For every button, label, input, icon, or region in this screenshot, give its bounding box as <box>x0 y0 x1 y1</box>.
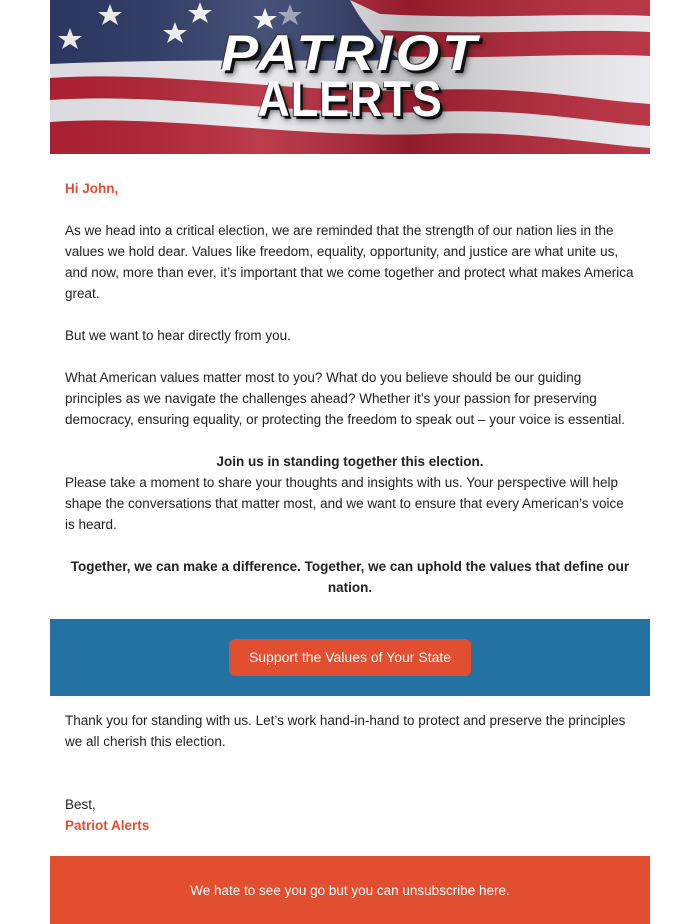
unsubscribe-link[interactable]: We hate to see you go but you can unsubscribe here. <box>190 882 510 898</box>
join-paragraph: Please take a moment to share your thoughts and insights with us. Your perspective will help shape the conversations that matter most, and we want to ensure that every American’s voice is heard. <box>65 475 624 532</box>
email-body <box>50 154 650 598</box>
email-container <box>50 0 650 924</box>
intro-paragraph: As we head into a critical election, we are reminded that the strength of our nation lies in the values we hold dear. Values like freedom, equality, opportunity, and justice are what unite us, and now, more than ever, it’s important that we come together and protect what makes America great. <box>65 223 634 301</box>
sender-name: Patriot Alerts <box>65 818 150 833</box>
logo-patriot-text: PATRIOT <box>220 24 480 81</box>
footer-band <box>50 856 650 924</box>
hear-from-you-paragraph: But we want to hear directly from you. <box>65 328 291 343</box>
closing-paragraph: Thank you for standing with us. Let’s work hand-in-hand to protect and preserve the principles we all cherish this election. <box>65 713 626 749</box>
closing-section <box>50 696 650 836</box>
join-heading: Join us in standing together this election. <box>216 454 484 469</box>
header-banner <box>50 0 650 154</box>
cta-band <box>50 619 650 696</box>
greeting: Hi John, <box>65 181 119 196</box>
values-question-paragraph: What American values matter most to you? What do you believe should be our guiding principles as we navigate the challenges ahead? Whether it’s your passion for preserving democracy, ensuring equality, or protecting the freedom to speak out – your voice is essential. <box>65 370 626 427</box>
logo-alerts-text: ALERTS <box>257 71 443 127</box>
support-values-button[interactable]: Support the Values of Your State <box>229 639 471 676</box>
signoff: Best, <box>65 797 96 812</box>
together-statement: Together, we can make a difference. Together, we can uphold the values that define our nation. <box>70 559 630 595</box>
